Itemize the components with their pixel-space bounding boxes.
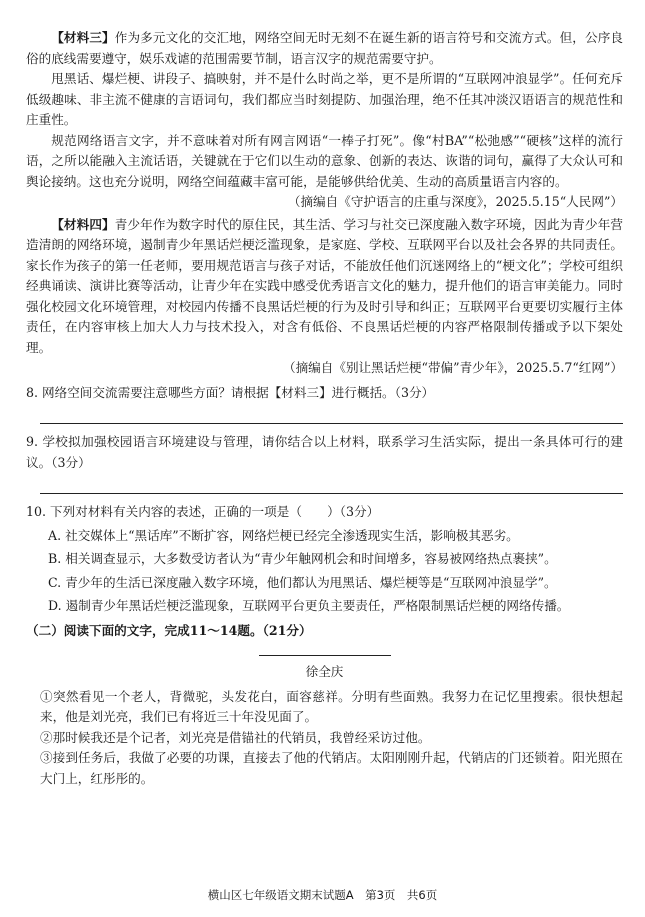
material3-paragraph-2: 甩黑话、爆烂梗、讲段子、搞映射，并不是什么时尚之举，更不是所谓的“互联网冲浪显学”。任何充斥低级趣味、非主流不健康的言语词句，我们都应当时刻提防、加强治理，绝不任其冲淡汉语语言的规范性和庄重性。 bbox=[26, 71, 623, 127]
story-author: 徐全庆 bbox=[305, 664, 344, 679]
material4-paragraph: 【材料四】青少年作为数字时代的原住民，其生活、学习与社交已深度融入数字环境，因此为青少年营造清朗的网络环境，遏制青少年黑话烂梗泛滥现象，是家庭、学校、互联网平台以及社会各界的共同责任。家长作为孩子的第一任老师，要用规范语言与孩子对话，不能放任他们沉迷网络上的“梗文化”；学校可组织经典诵读、演讲比赛等活动，让青少年在实践中感受优秀语言文化的魅力，提升他们的语言审美能力。同时强化校园文化环境管理，对校园内传播不良黑话烂梗的行为及时引导和纠正；互联网平台更要切实履行主体责任，在内容审核上加大人力与技术投入，对含有低俗、不良黑话烂梗的内容严格限制传播或予以下架处理。 bbox=[26, 216, 624, 355]
q10-option-c[interactable]: C. 青少年的生活已深度融入数字环境，他们都认为甩黑话、爆烂梗等是“互联网冲浪显学”。 bbox=[48, 574, 557, 590]
section-2-heading: （二）阅读下面的文字，完成11～14题。（21分） bbox=[26, 622, 312, 638]
material3-paragraph-1: 【材料三】作为多元文化的交汇地，网络空间无时无刻不在诞生新的语言符号和交流方式。但，公序良俗的底线需要遵守，娱乐戏谑的范围需要节制，语言汉字的规范需要守护。 bbox=[26, 30, 624, 66]
material4-tag: 【材料四】 bbox=[51, 216, 115, 232]
q10-option-d[interactable]: D. 遏制青少年黑话烂梗泛滥现象，互联网平台更负主要责任，严格限制黑话烂梗的网络传播。 bbox=[48, 598, 570, 613]
material4-source: （摘编自《别让黑话烂梗“带偏”青少年》，2025.5.7“红网”） bbox=[282, 360, 623, 375]
answer-line-q9[interactable] bbox=[40, 475, 623, 494]
story-paragraph-3: ③接到任务后，我做了必要的功课，直接去了他的代销店。太阳刚刚升起，代销店的门还锁着。阳光照在大门上，红彤彤的。 bbox=[40, 750, 623, 786]
story-title-blank bbox=[259, 655, 391, 656]
question-10: 10. 下列对材料有关内容的表述，正确的一项是（ ）（3分） bbox=[26, 504, 380, 519]
material3-paragraph-3: 规范网络语言文字，并不意味着对所有网言网语“一棒子打死”。像“村BA”“松弛感”“硬核”这样的流行语，之所以能融入主流话语，关键就在于它们以生动的意象、创新的表达、诙谐的词句，赢得了大众认可和舆论接纳。这也充分说明，网络空间蕴藏丰富可能，是能够供给优美、生动的高质量语言内容的。 bbox=[26, 132, 623, 189]
q10-option-b[interactable]: B. 相关调查显示，大多数受访者认为“青少年触网机会和时间增多，容易被网络热点裹挟”。 bbox=[48, 551, 557, 566]
question-8: 8. 网络空间交流需要注意哪些方面？请根据【材料三】进行概括。（3分） bbox=[26, 384, 435, 400]
story-paragraph-2: ②那时候我还是个记者，刘光亮是借锚社的代销员，我曾经采访过他。 bbox=[40, 729, 431, 745]
page-footer: 横山区七年级语文期末试题A 第3页 共6页 bbox=[207, 888, 438, 902]
material3-source: （摘编自《守护语言的庄重与深度》，2025.5.15“人民网”） bbox=[287, 194, 623, 209]
answer-line-q8[interactable] bbox=[40, 405, 623, 424]
story-paragraph-1: ①突然看见一个老人，背微驼，头发花白，面容慈祥。分明有些面熟。我努力在记忆里搜索。很快想起来，他是刘光亮，我们已有将近三十年没见面了。 bbox=[40, 688, 623, 724]
question-9: 9. 学校拟加强校园语言环境建设与管理，请你结合以上材料，联系学习生活实际，提出一条具体可行的建议。（3分） bbox=[26, 434, 623, 470]
q10-option-a[interactable]: A. 社交媒体上“黑话库”不断扩容，网络烂梗已经完全渗透现实生活，影响极其恶劣。 bbox=[48, 527, 519, 543]
material3-tag: 【材料三】 bbox=[51, 30, 115, 45]
